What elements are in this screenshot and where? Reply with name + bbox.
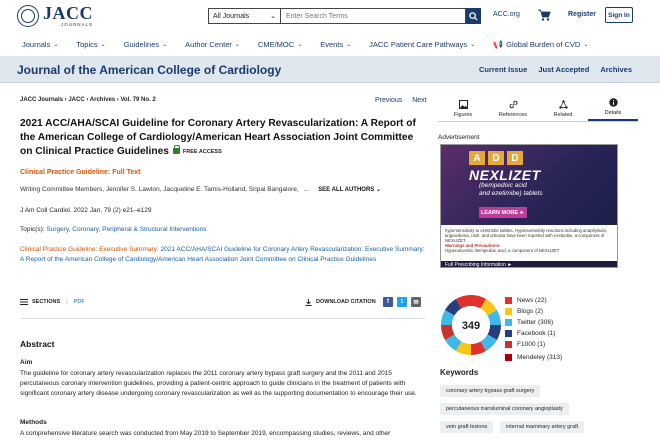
lock-icon xyxy=(173,148,180,154)
email-icon[interactable]: ✉ xyxy=(411,297,421,307)
swatch xyxy=(505,354,512,361)
altmetric-score: 349 xyxy=(461,320,481,332)
megaphone-icon: 📢 xyxy=(493,39,504,49)
authors-ellipsis: … xyxy=(303,186,311,193)
chevron-down-icon: ⌄ xyxy=(583,41,589,48)
nav-author-center[interactable]: Author Center ⌄ xyxy=(185,39,240,49)
see-all-authors-button[interactable]: SEE ALL AUTHORS ⌄ xyxy=(318,187,381,193)
tab-references[interactable]: References xyxy=(488,96,538,121)
advertisement-banner[interactable] xyxy=(440,144,618,268)
register-link[interactable]: Register xyxy=(568,11,597,18)
chevron-down-icon: ⌄ xyxy=(346,41,352,48)
ad-isi-text: hypersensitivity to ezetimibe tablets. Hypersensitivity reactions including anaphylaxis, angioedema, rash, and urticaria have been reported with ezetimibe, a component of NEXLIZET. Warnings and Precautions: Hyperuricemia: Bempedoic acid, a component of NEXLIZET Full Prescribing Information ► xyxy=(441,225,618,268)
acc-org-link[interactable]: ACC.org xyxy=(493,11,520,18)
top-bar xyxy=(0,0,660,33)
current-issue-link[interactable]: Current Issue xyxy=(478,65,528,74)
ad-brand: NEXLIZET xyxy=(469,167,541,183)
chevron-down-icon: ⌄ xyxy=(270,13,276,20)
breadcrumb: JACC Journals › JACC › Archives › Vol. 79 No. 2 xyxy=(20,97,156,103)
tab-figures[interactable]: Figures xyxy=(438,96,488,121)
info-icon xyxy=(609,98,618,107)
divider xyxy=(20,318,425,319)
free-access-badge: FREE ACCESS xyxy=(182,149,222,155)
nav-journals[interactable]: Journals ⌄ xyxy=(22,39,59,49)
download-icon xyxy=(305,299,312,306)
executive-summary-link[interactable]: Clinical Practice Guideline: Executive Summary: 2021 ACC/AHA/SCAI Guideline for Coronary Artery Revascularization: Executive Summary: A Report of the American College of Cardiology/American Heart Association Joint Committee on Clinical Practice Guidelines xyxy=(20,246,425,263)
sections-button[interactable]: SECTIONS xyxy=(20,299,60,305)
aim-heading: Aim xyxy=(20,359,33,366)
journal-bar xyxy=(0,56,660,83)
search-input[interactable] xyxy=(281,8,466,24)
main-nav xyxy=(0,34,660,54)
logo-text: JACC xyxy=(43,3,93,23)
just-accepted-link[interactable]: Just Accepted xyxy=(538,65,590,74)
tab-details[interactable]: Details xyxy=(588,96,638,121)
next-link[interactable]: Next xyxy=(412,97,427,104)
swatch xyxy=(505,319,512,326)
ad-add-letters: A D D xyxy=(469,151,523,165)
altmetric-mendeley[interactable]: Mendeley (313) xyxy=(505,352,562,363)
ad-subtitle: (bempedoic acid and ezetimibe) tablets xyxy=(479,182,543,197)
topics-line: Topic(s): Surgery, Coronary, Peripheral & Structural Interventions xyxy=(20,226,207,233)
archives-link[interactable]: Archives xyxy=(600,65,632,74)
nav-guidelines[interactable]: Guidelines ⌄ xyxy=(123,39,168,49)
chevron-down-icon: ⌄ xyxy=(100,41,106,48)
acc-seal-icon xyxy=(17,5,39,27)
pdf-link[interactable]: PDF xyxy=(73,299,85,305)
logo-subtext: JOURNALS xyxy=(60,22,93,27)
methods-heading: Methods xyxy=(20,419,47,426)
swatch xyxy=(505,330,512,337)
nav-events[interactable]: Events ⌄ xyxy=(320,39,352,49)
keywords-heading: Keywords xyxy=(440,368,479,377)
ad-learn-more-button[interactable]: LEARN MORE ► xyxy=(479,207,527,218)
altmetric-f1000[interactable]: F1000 (1) xyxy=(505,339,562,350)
authors-line: Writing Committee Members, Jennifer S. Lawton, Jacqueline E. Tamis-Holland, Sripal Bangalore, … SEE ALL AUTHORS ⌄ xyxy=(20,186,381,193)
aim-text: The guideline for coronary artery revascularization replaces the 2011 coronary artery bypass graft surgery and the 2011 and 2015 percutaneous coronary intervention guidelines, providing a patient-centric approach to guide clinicians in the treatment of patients with significant coronary artery disease undergoing coronary revascularization as well as the supporting documentation to encourage their use. xyxy=(20,370,417,397)
ad-fpi-link[interactable]: Full Prescribing Information ► xyxy=(441,261,618,268)
article-title: 2021 ACC/AHA/SCAI Guideline for Coronary Artery Revascularization: A Report of the American College of Cardiology/American Heart Association Joint Committee on Clinical Practice Guidelines FREE ACCESS xyxy=(20,118,416,157)
chevron-down-icon: ⌄ xyxy=(470,41,476,48)
previous-link[interactable]: Previous xyxy=(375,97,403,104)
altmetric-legend xyxy=(505,295,562,363)
advertisement-label: Advertisement xyxy=(438,134,480,141)
search-icon xyxy=(469,12,478,21)
image-icon xyxy=(459,100,468,109)
chevron-down-icon: ⌄ xyxy=(297,41,303,48)
twitter-icon[interactable]: t xyxy=(397,297,407,307)
swatch xyxy=(505,297,512,304)
list-icon xyxy=(20,299,28,305)
journal-select[interactable]: All Journals ⌄ xyxy=(208,8,281,24)
altmetric-news[interactable]: News (22) xyxy=(505,295,562,306)
nav-patient-care-pathways[interactable]: JACC Patient Care Pathways ⌄ xyxy=(369,39,476,49)
altmetric-blogs[interactable]: Blogs (2) xyxy=(505,306,562,317)
citation-line: J Am Coll Cardiol. 2022 Jan, 79 (2) e21–e129 xyxy=(20,207,152,214)
keyword-chip[interactable]: internal mammary artery graft xyxy=(500,421,584,433)
chevron-down-icon: ⌄ xyxy=(162,41,168,48)
prev-next-nav xyxy=(375,97,427,104)
swatch xyxy=(505,341,512,348)
altmetric-twitter[interactable]: Twitter (306) xyxy=(505,317,562,328)
chevron-down-icon: ⌄ xyxy=(53,41,59,48)
facebook-icon[interactable]: f xyxy=(383,297,393,307)
download-citation-button[interactable]: DOWNLOAD CITATION xyxy=(305,299,376,306)
swatch xyxy=(505,308,512,315)
cart-icon[interactable] xyxy=(538,9,551,23)
chevron-down-icon: ⌄ xyxy=(234,41,240,48)
altmetric-facebook[interactable]: Facebook (1) xyxy=(505,328,562,339)
journal-title[interactable]: Journal of the American College of Cardiology xyxy=(17,63,282,77)
jacc-logo[interactable] xyxy=(17,5,93,27)
article-toolbar: SECTIONS | PDF DOWNLOAD CITATION f t ✉ xyxy=(20,295,425,309)
article-tabs xyxy=(438,96,638,122)
keyword-chip[interactable]: coronary artery bypass graft surgery xyxy=(440,385,540,397)
nav-global-burden[interactable]: 📢 Global Burden of CVD ⌄ xyxy=(493,39,589,49)
link-icon xyxy=(509,100,518,109)
network-icon xyxy=(559,100,568,109)
tab-related[interactable]: Related xyxy=(538,96,588,121)
search-button[interactable] xyxy=(466,8,481,24)
abstract-heading: Abstract xyxy=(20,339,55,349)
keyword-chip[interactable]: percutaneous transluminal coronary angioplasty xyxy=(440,403,569,415)
altmetric-donut[interactable] xyxy=(440,294,502,356)
article-type-label: Clinical Practice Guideline: Full Text xyxy=(20,169,141,176)
methods-text: A comprehensive literature search was conducted from May 2019 to September 2019, encompassing studies, reviews, and other xyxy=(20,430,391,437)
keyword-chip[interactable]: vein graft lesions xyxy=(440,421,493,433)
sign-in-button[interactable]: Sign In xyxy=(605,7,633,23)
topics-link[interactable]: Surgery, Coronary, Peripheral & Structural Interventions xyxy=(46,226,207,233)
nav-topics[interactable]: Topics ⌄ xyxy=(76,39,106,49)
chevron-down-icon: ⌄ xyxy=(375,187,381,193)
nav-cme-moc[interactable]: CME/MOC ⌄ xyxy=(257,39,303,49)
